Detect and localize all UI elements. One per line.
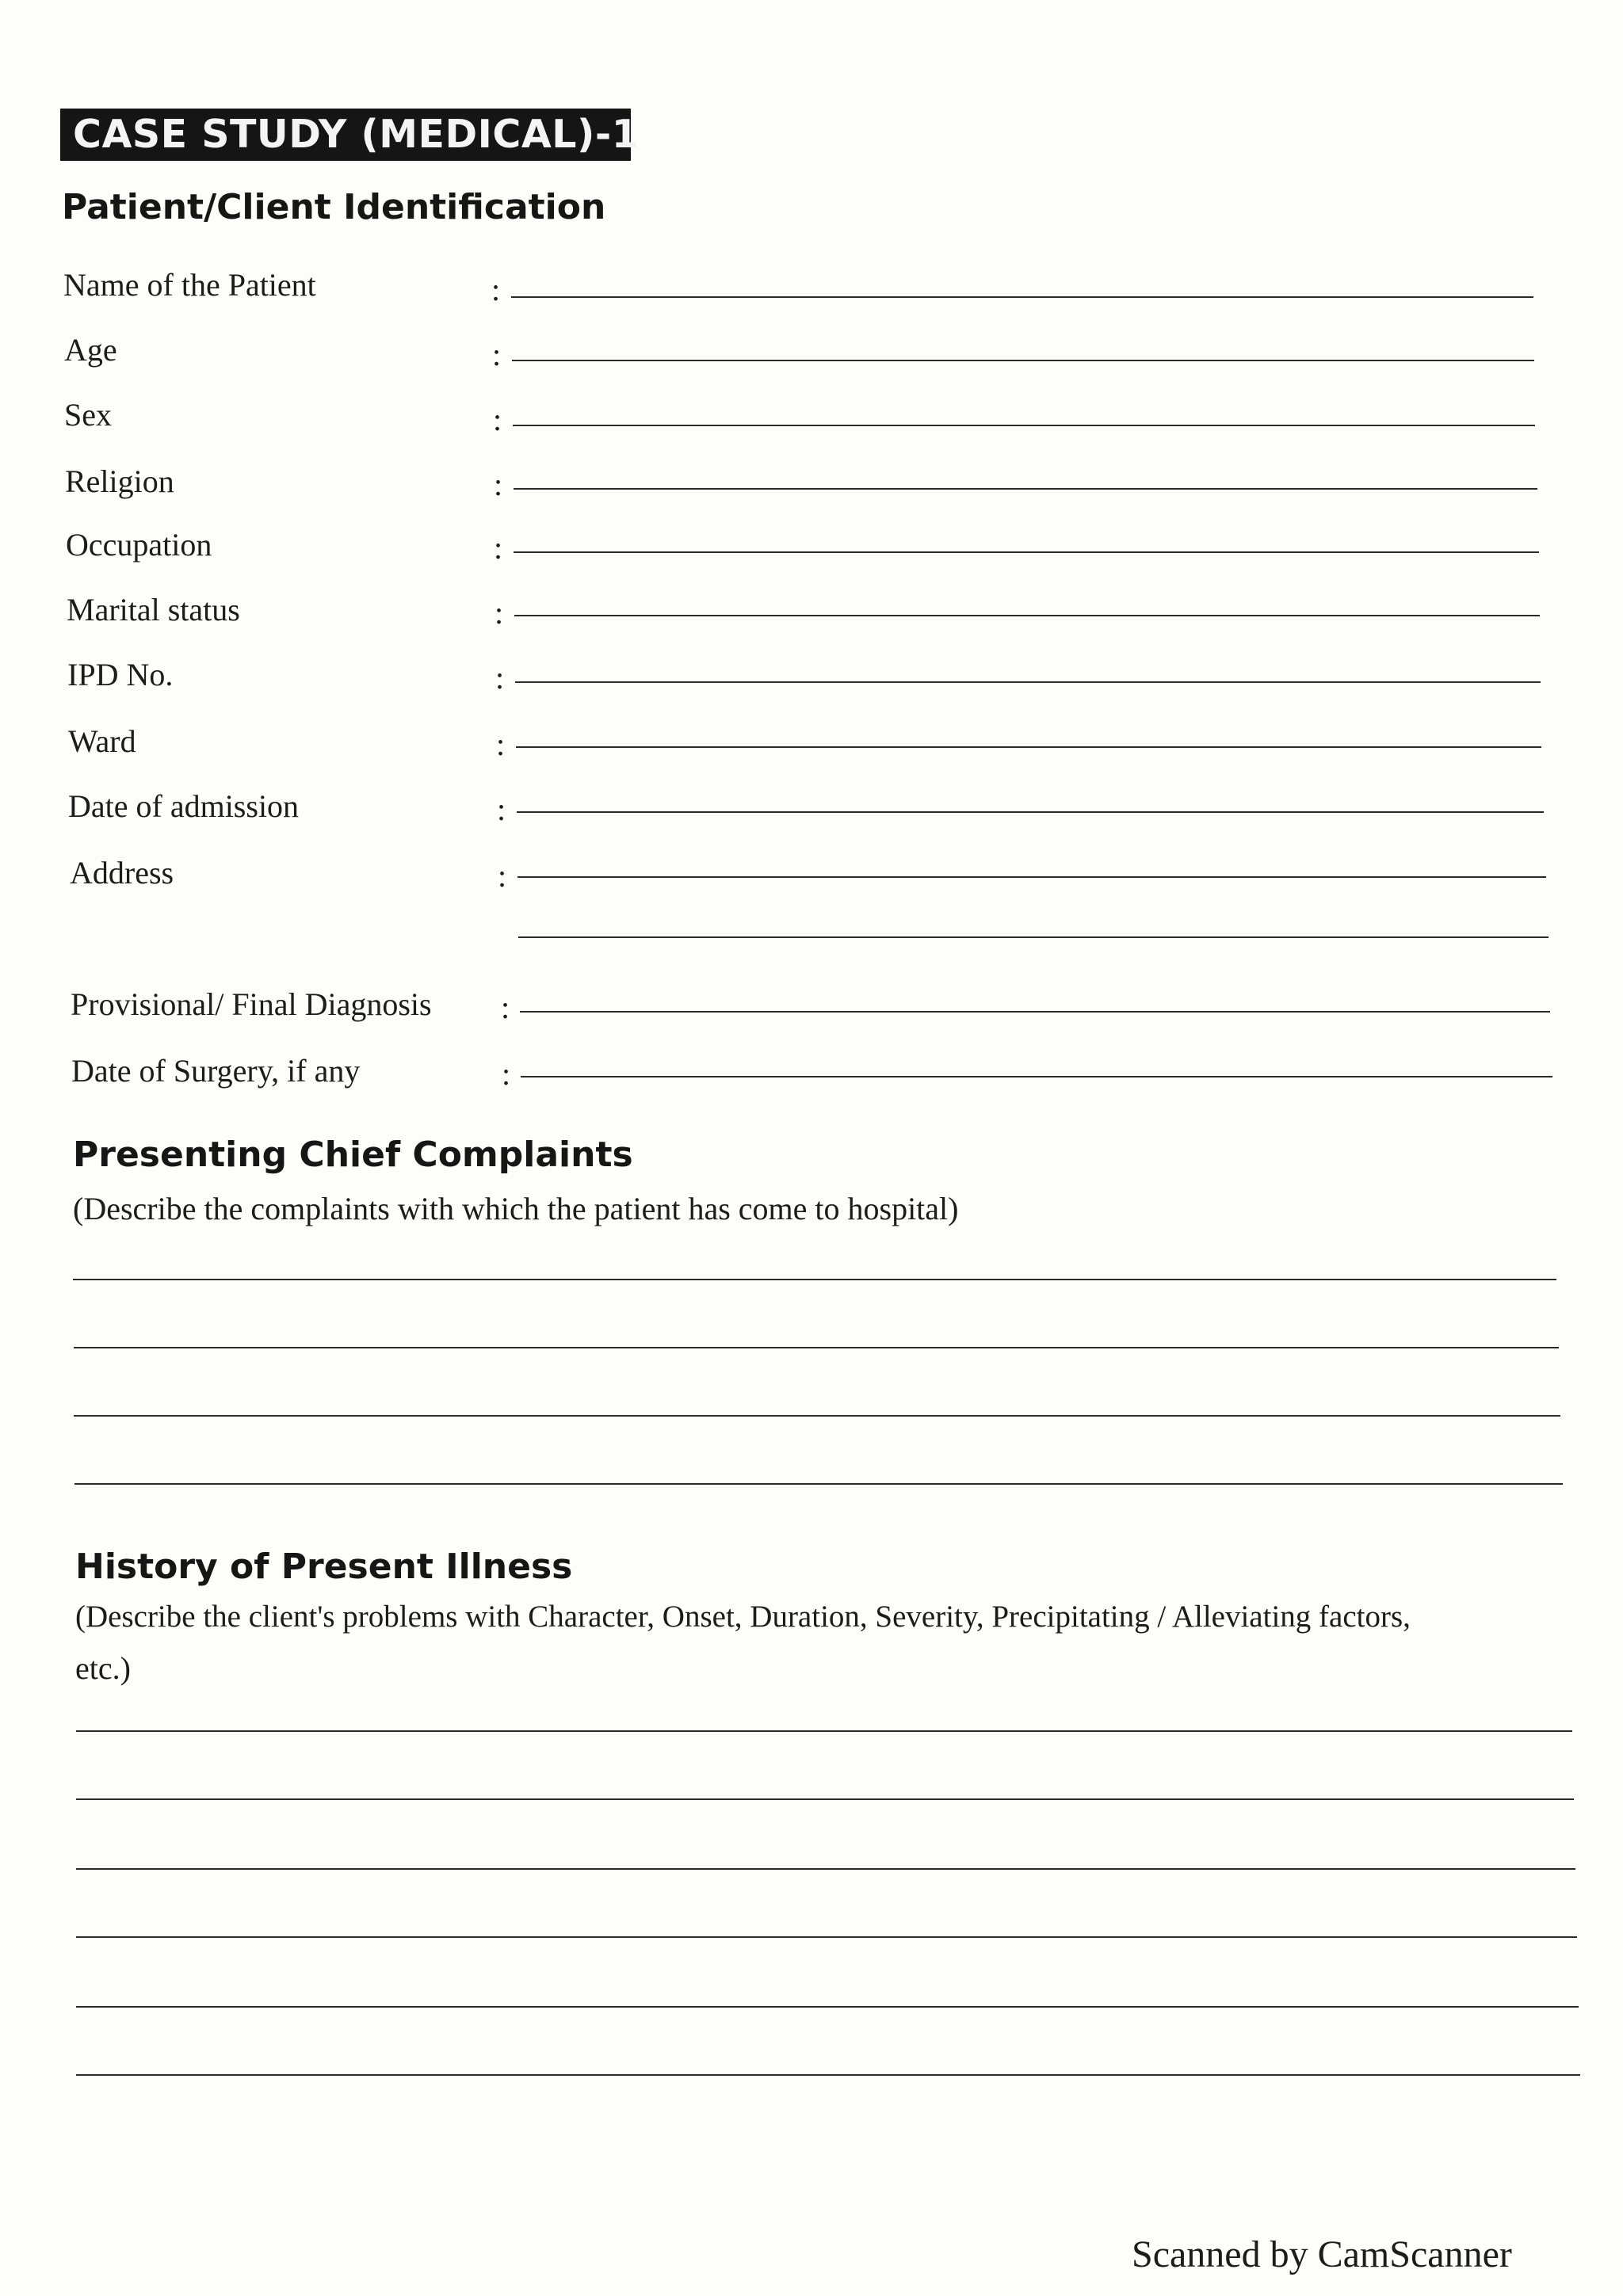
present-illness-description: (Describe the client's problems with Character, Onset, Duration, Severity, Precipitating / Alleviating factors, xyxy=(75,1600,1411,1634)
field-label-marital-status: Marital status xyxy=(67,592,240,627)
sex-input-line[interactable] xyxy=(513,425,1535,426)
occupation-input-line[interactable] xyxy=(514,551,1539,553)
field-colon: : xyxy=(497,791,506,827)
present-illness-heading: History of Present Illness xyxy=(75,1547,573,1587)
address-input-line-2[interactable] xyxy=(518,936,1549,938)
name-input-line[interactable] xyxy=(511,296,1533,298)
field-label-date-of-surgery: Date of Surgery, if any xyxy=(71,1053,361,1089)
field-colon: : xyxy=(492,337,502,372)
field-label-diagnosis: Provisional/ Final Diagnosis xyxy=(71,986,432,1022)
field-colon: : xyxy=(494,530,503,566)
field-colon: : xyxy=(495,660,505,696)
ipd-no-input-line[interactable] xyxy=(515,681,1541,683)
field-label-date-of-admission: Date of admission xyxy=(68,788,300,824)
chief-complaints-line-4[interactable] xyxy=(74,1483,1563,1485)
field-colon: : xyxy=(501,990,510,1025)
field-label-age: Age xyxy=(64,332,117,368)
scanner-watermark: Scanned by CamScanner xyxy=(1132,2233,1512,2275)
date-of-admission-input-line[interactable] xyxy=(517,811,1544,813)
field-colon: : xyxy=(498,858,507,894)
field-colon: : xyxy=(495,595,504,631)
chief-complaints-line-2[interactable] xyxy=(74,1347,1559,1348)
chief-complaints-heading: Presenting Chief Complaints xyxy=(73,1135,633,1175)
present-illness-line-6[interactable] xyxy=(76,2074,1580,2076)
address-input-line-1[interactable] xyxy=(517,876,1546,878)
present-illness-description-cont: etc.) xyxy=(75,1650,131,1686)
field-label-ward: Ward xyxy=(68,723,136,759)
present-illness-line-2[interactable] xyxy=(76,1798,1574,1800)
field-colon: : xyxy=(493,402,502,437)
ward-input-line[interactable] xyxy=(516,746,1541,748)
present-illness-line-5[interactable] xyxy=(76,2006,1579,2008)
field-colon: : xyxy=(502,1056,511,1092)
identification-heading: Patient/Client Identification xyxy=(62,187,606,227)
field-label-sex: Sex xyxy=(64,397,112,433)
present-illness-line-4[interactable] xyxy=(76,1936,1577,1938)
religion-input-line[interactable] xyxy=(514,488,1537,490)
present-illness-line-1[interactable] xyxy=(76,1730,1572,1732)
chief-complaints-line-1[interactable] xyxy=(73,1279,1556,1280)
field-colon: : xyxy=(494,467,503,502)
field-label-religion: Religion xyxy=(65,463,174,499)
field-colon: : xyxy=(496,727,506,762)
field-label-name: Name of the Patient xyxy=(63,267,316,303)
chief-complaints-line-3[interactable] xyxy=(74,1415,1560,1417)
field-label-occupation: Occupation xyxy=(66,527,212,563)
age-input-line[interactable] xyxy=(512,360,1534,361)
diagnosis-input-line[interactable] xyxy=(520,1011,1550,1013)
field-label-address: Address xyxy=(70,855,174,891)
present-illness-line-3[interactable] xyxy=(76,1868,1575,1870)
field-colon: : xyxy=(491,272,501,307)
chief-complaints-description: (Describe the complaints with which the patient has come to hospital) xyxy=(73,1191,959,1226)
marital-status-input-line[interactable] xyxy=(514,615,1540,616)
field-label-ipd-no: IPD No. xyxy=(67,657,174,692)
case-study-title: CASE STUDY (MEDICAL)-1 xyxy=(60,109,631,161)
date-of-surgery-input-line[interactable] xyxy=(521,1076,1552,1077)
